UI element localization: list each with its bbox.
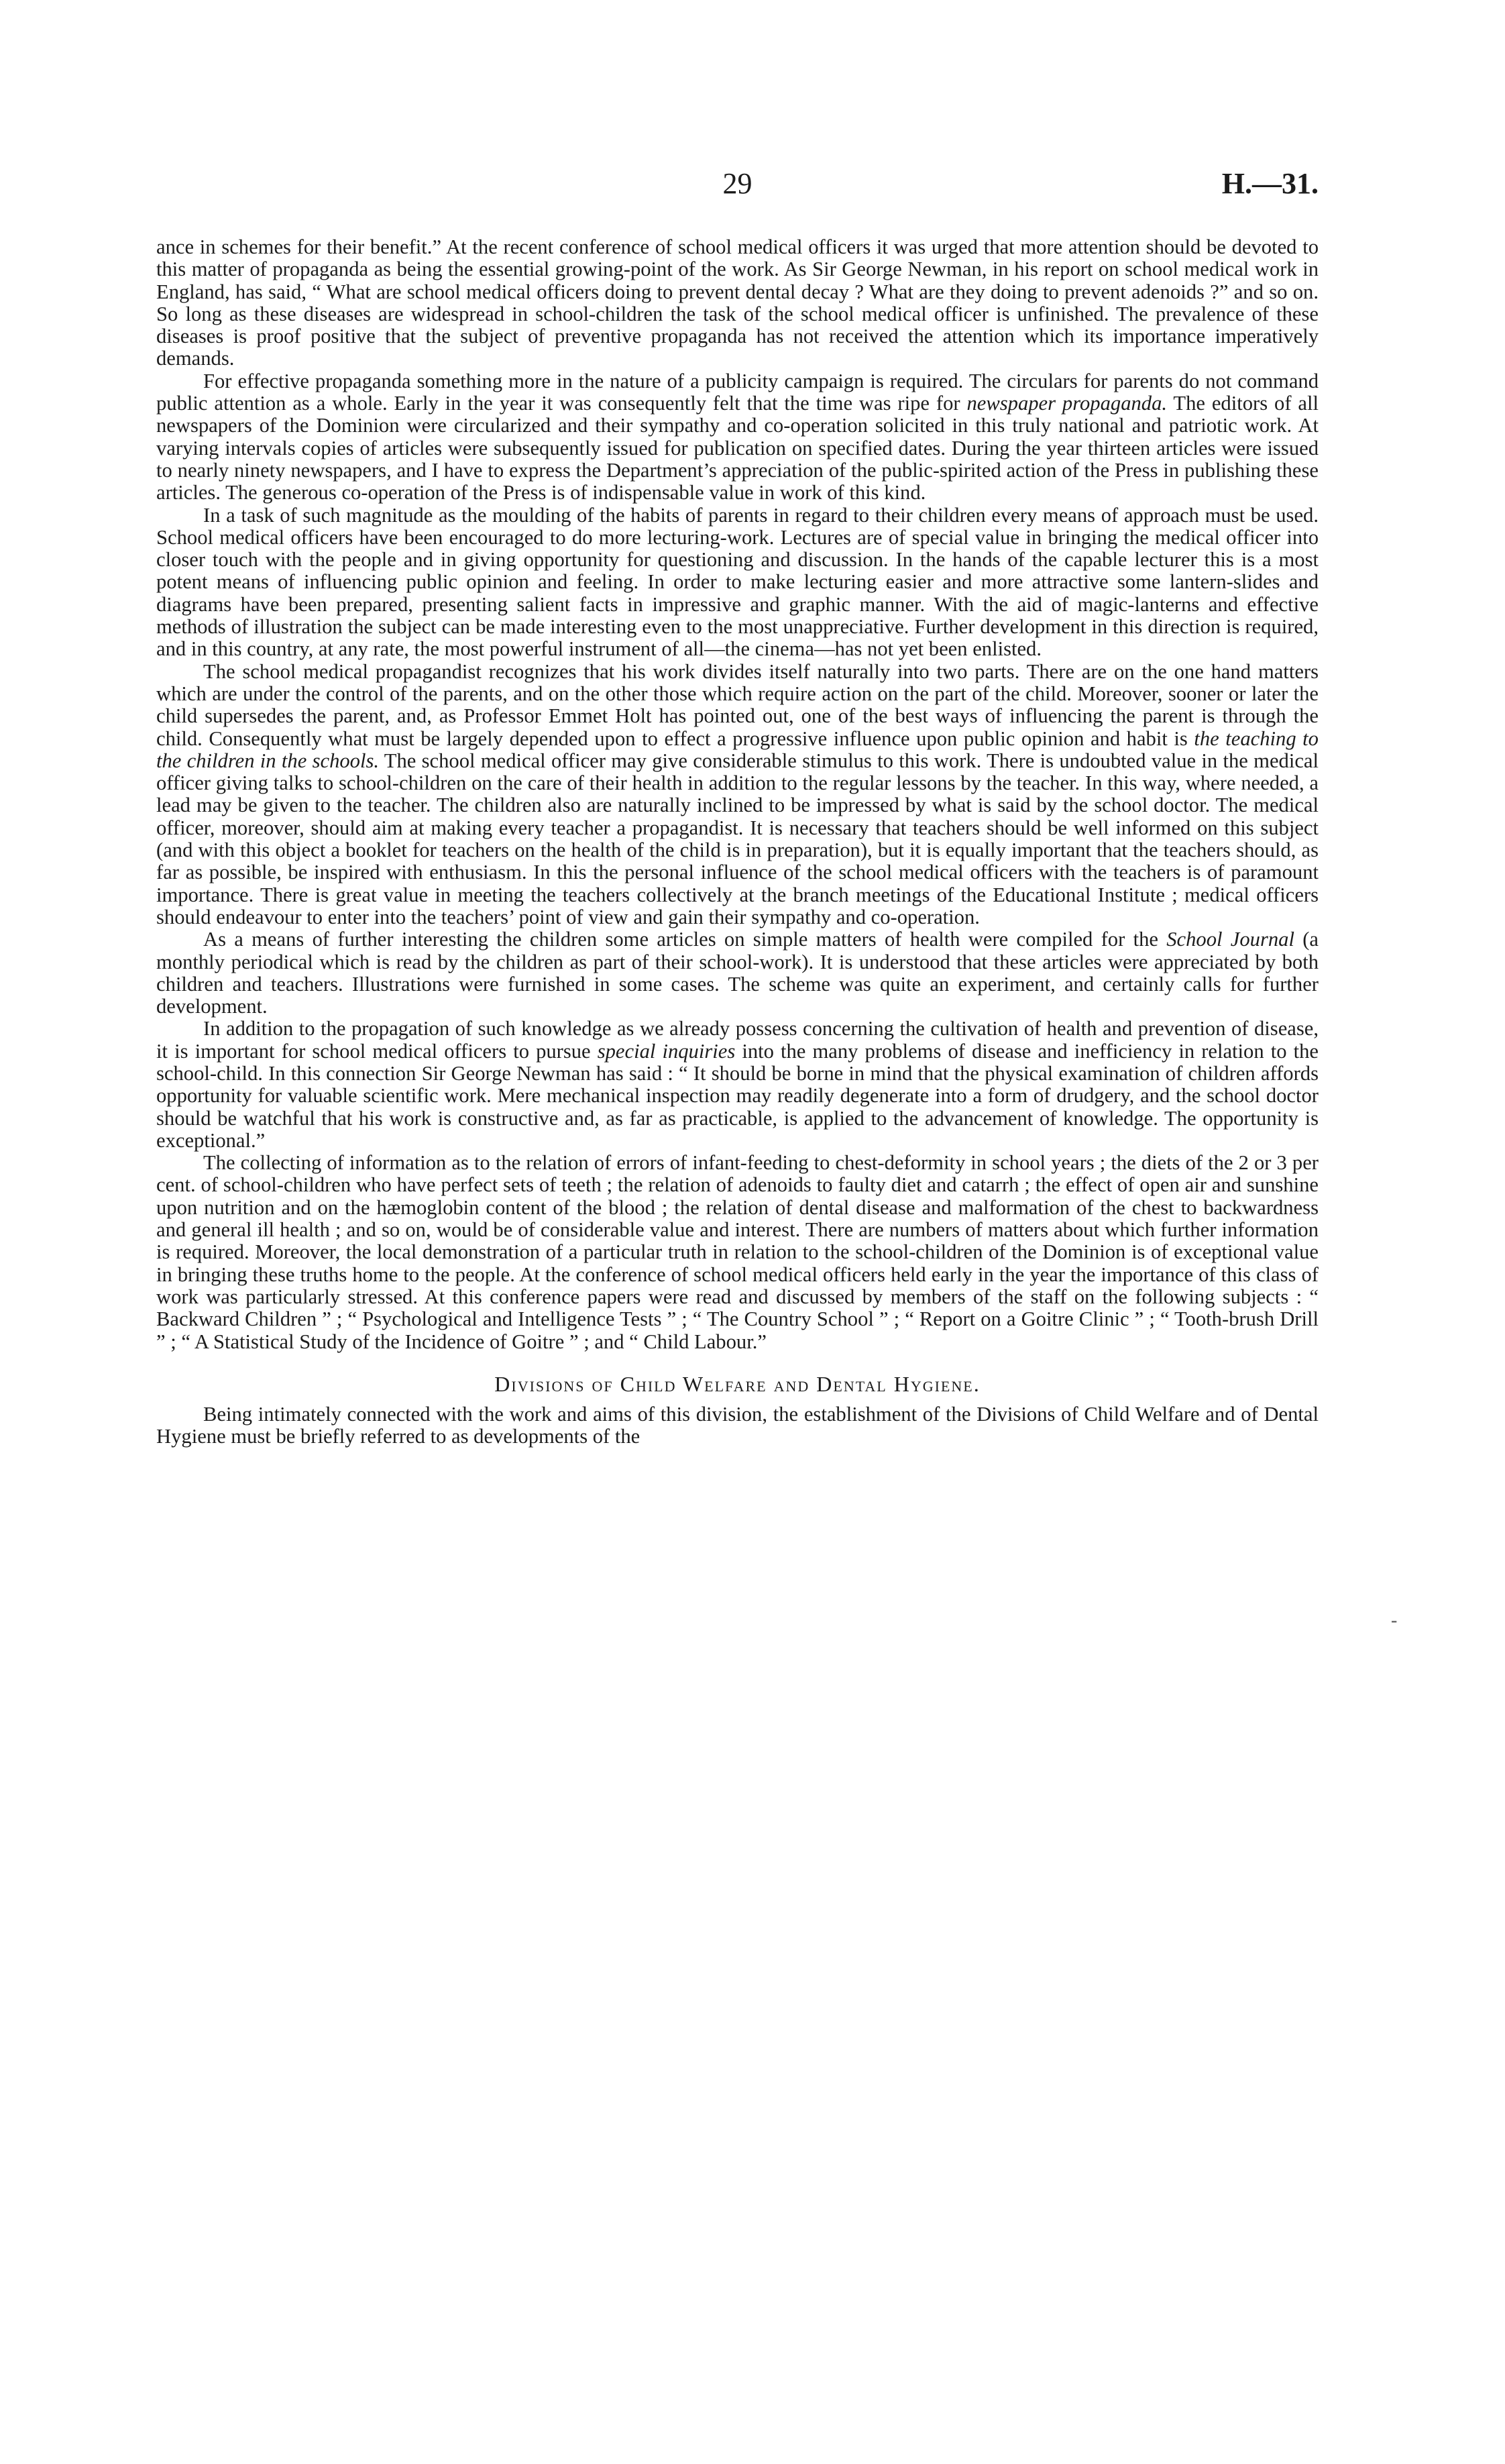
paragraph-2-part-b: The editors of all newspapers of the Dominion were circularized and their sympathy and co-operation solicited in this truly national and patriotic work. At varying intervals copies of articles were subsequently issued for publication on specified dates. During the year thirteen articles were issued to nearly ninety newspapers, and I have to express the Department’s appreciation of the public-spirited action of the Press in publishing these articles. The generous co-operation of the Press is of indispensable value in work of this kind. [156,392,1319,504]
paragraph-4-part-b: The school medical officer may give considerable stimulus to this work. There is undoubted value in the medical officer giving talks to school-children on the care of their health in addition to the regular lessons by the teacher. In this way, where needed, a lead may be given to the teacher. The children also are naturally inclined to be impressed by what is said by the school doctor. The medical officer, moreover, should aim at making every teacher a propagandist. It is necessary that teachers should be well informed on this subject (and with this object a booklet for teachers on the health of the child is in preparation), but it is equally important that the teachers should, as far as possible, be inspired with enthusiasm. In this the personal influence of the school medical officers with the teachers is of paramount importance. There is great value in meeting the teachers collectively at the branch meetings of the Educational Institute ; medical officers should endeavour to enter into the teachers’ point of view and gain their sympathy and co-operation. [156,749,1319,928]
document-code: H.—31. [1221,167,1319,200]
paragraph-3: In a task of such magnitude as the moulding of the habits of parents in regard to their children every means of approach must be used. School medical officers have been encouraged to do more lecturing-work. Lectures are of special value in bringing the medical officer into closer touch with the people and in giving opportunity for questioning and discussion. In the hands of the capable lecturer this is a most potent means of influencing public opinion and feeling. In order to make lecturing easier and more attractive some lantern-slides and diagrams have been prepared, presenting salient facts in impressive and graphic manner. With the aid of magic-lanterns and effective methods of illustration the subject can be made interesting even to the most unappreciative. Further development in this direction is required, and in this country, at any rate, the most powerful instrument of all—the cinema—has not yet been enlisted. [156,503,1319,661]
paragraph-5-emphasis: School Journal [1166,928,1294,951]
page-header [156,166,1319,207]
margin-mark: - [1391,1610,1398,1631]
paragraph-6-part-a: In addition to the propagation of such knowledge as we already possess concerning the cultivation of health and prevention of disease, it is important for school medical officers to pursue [156,1017,1319,1063]
body-text [156,236,1319,1448]
paragraph-4 [156,661,1319,929]
section-heading: Divisions of Child Welfare and Dental Hygiene. [494,1371,981,1396]
paragraph-7: The collecting of information as to the relation of errors of infant-feeding to chest-deformity in school years ; the diets of the 2 or 3 per cent. of school-children who have perfect sets of teeth ; the relation of adenoids to faulty diet and catarrh ; the effect of open air and sunshine upon nutrition and on the hæmoglobin content of the blood ; the relation of dental disease and malformation of the chest to backwardness and general ill health ; and so on, would be of considerable value and interest. There are numbers of matters about which further information is required. Moreover, the local demonstration of a particular truth in relation to the school-children of the Dominion is of exceptional value in bringing these truths home to the people. At the conference of school medical officers held early in the year the importance of this class of work was particularly stressed. At this conference papers were read and discussed by members of the staff on the following subjects : “ Backward Children ” ; “ Psychological and Intelligence Tests ” ; “ The Country School ” ; “ Report on a Goitre Clinic ” ; “ Tooth-brush Drill ” ; “ A Statistical Study of the Incidence of Goitre ” ; and “ Child Labour.” [156,1151,1319,1353]
paragraph-4-emphasis: the teaching to the children in the schools. [156,727,1319,772]
paragraph-5 [156,928,1319,1018]
page-number: 29 [722,167,752,200]
paragraph-2-part-a: For effective propaganda something more in the nature of a publicity campaign is required. The circulars for parents do not command public attention as a whole. Early in the year it was consequently felt that the time was ripe for [156,369,1319,415]
paragraph-6-emphasis: special inquiries [597,1039,736,1063]
paragraph-5-part-a: As a means of further interesting the children some articles on simple matters of health were compiled for the [203,928,1167,951]
paragraph-2 [156,370,1319,504]
paragraph-2-emphasis: newspaper propaganda. [966,392,1168,415]
paragraph-4-part-a: The school medical propagandist recognizes that his work divides itself naturally into two parts. There are on the one hand matters which are under the control of the parents, and on the other those which require action on the part of the child. Moreover, sooner or later the child supersedes the parent, and, as Professor Emmet Holt has pointed out, one of the best ways of influencing the parent is through the child. Consequently what must be largely depended upon to effect a progressive influence upon public opinion and habit is [156,659,1319,750]
paragraph-6 [156,1018,1319,1152]
paragraph-5-part-b: (a monthly periodical which is read by the children as part of their school-work). It is understood that these articles were appreciated by both children and teachers. Illustrations were furnished in some cases. The scheme was quite an experiment, and certainly calls for further development. [156,928,1319,1018]
paragraph-6-part-b: into the many problems of disease and inefficiency in relation to the school-child. In this connection Sir George Newman has said : “ It should be borne in mind that the physical examination of children affords opportunity for valuable scientific work. Mere mechanical inspection may readily degenerate into a form of drudgery, and the school doctor should be watchful that his work is constructive and, as far as practicable, is applied to the advancement of knowledge. The opportunity is exceptional.” [156,1039,1319,1152]
paragraph-8: Being intimately connected with the work and aims of this division, the establishment of the Divisions of Child Welfare and of Dental Hygiene must be briefly referred to as developments of the [156,1403,1319,1448]
paragraph-1: ance in schemes for their benefit.” At the recent conference of school medical officers it was urged that more attention should be devoted to this matter of propaganda as being the essential growing-point of the work. As Sir George Newman, in his report on school medical work in England, has said, “ What are school medical officers doing to prevent dental decay ? What are they doing to prevent adenoids ?” and so on. So long as these diseases are widespread in school-children the task of the school medical officer is unfinished. The prevalence of these diseases is proof positive that the subject of preventive propaganda has not received the attention which its importance imperatively demands. [156,235,1319,370]
